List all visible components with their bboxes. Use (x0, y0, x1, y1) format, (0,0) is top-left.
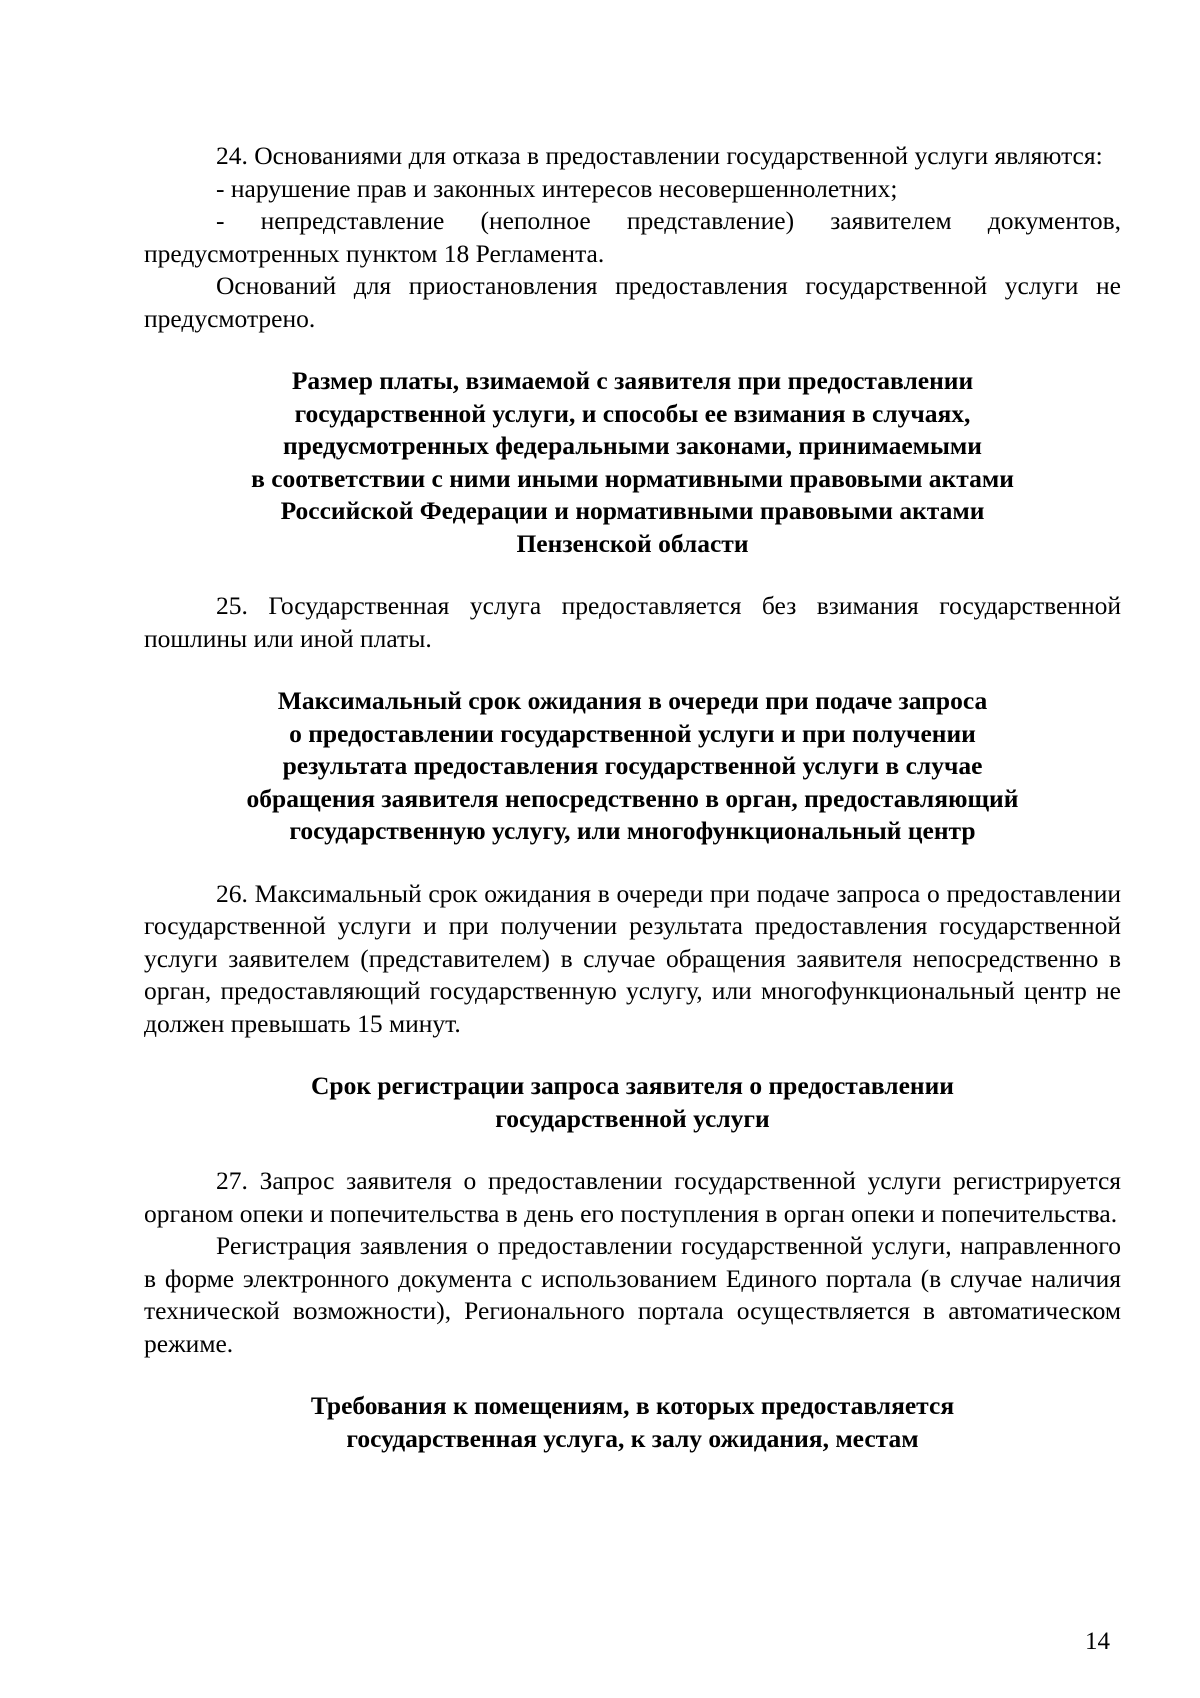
paragraph-24-item-2: - непредставление (неполное представление) заявителем документов, предусмотренных пунктом 18 Регламента. (144, 206, 1121, 268)
paragraph-24-item-1: - нарушение прав и законных интересов несовершеннолетних; (216, 173, 898, 203)
paragraph-27-main: 27. Запрос заявителя о предоставлении государственной услуги регистрируется органом опеки и попечительства в день его поступления в орган опеки и попечительства. (144, 1166, 1121, 1228)
heading-premises: Требования к помещениям, в которых предоставляется государственная услуга, к залу ожидания, местам (310, 1391, 955, 1453)
spacer (144, 560, 1121, 590)
spacer (144, 655, 1121, 685)
document-page (144, 140, 1121, 1455)
heading-queue: Максимальный срок ожидания в очереди при подаче запроса о предоставлении государственной услуги и при получении результата предоставления государственной услуги в случае обращения заявителя непосредственно в орган, предоставляющий государственную услугу, или многофункциональный центр (246, 686, 1019, 845)
spacer (144, 1360, 1121, 1390)
spacer (144, 335, 1121, 365)
spacer (144, 1135, 1121, 1165)
paragraph-25: 25. Государственная услуга предоставляется без взимания государственной пошлины или иной платы. (144, 591, 1121, 653)
paragraph-24-intro: 24. Основаниями для отказа в предоставлении государственной услуги являются: (216, 141, 1103, 170)
spacer (144, 848, 1121, 878)
heading-registration: Срок регистрации запроса заявителя о предоставлении государственной услуги (310, 1071, 955, 1133)
paragraph-27-electronic: Регистрация заявления о предоставлении государственной услуги, направленного в форме электронного документа с использованием Единого портала (в случае наличия технической возможности), Регионального портала осуществляется в автоматическом режиме. (144, 1231, 1121, 1358)
paragraph-26: 26. Максимальный срок ожидания в очереди при подаче запроса о предоставлении государственной услуги и при получении результата предоставления государственной услуги заявителем (представителем) в случае обращения заявителя непосредственно в орган, предоставляющий государственную услугу, или многофункциональный центр не должен превышать 15 минут. (144, 878, 1121, 1038)
paragraph-24-note: Оснований для приостановления предоставления государственной услуги не предусмотрено. (144, 271, 1121, 333)
page-number: 14 (1085, 1628, 1110, 1655)
heading-fee: Размер платы, взимаемой с заявителя при предоставлении государственной услуги, и способы ее взимания в случаях, предусмотренных федеральными законами, принимаемыми в соответствии с ними иными нормативными правовыми актами Российской Федерации и нормативными правовыми актами Пензенской области (251, 366, 1014, 558)
spacer (144, 1040, 1121, 1070)
